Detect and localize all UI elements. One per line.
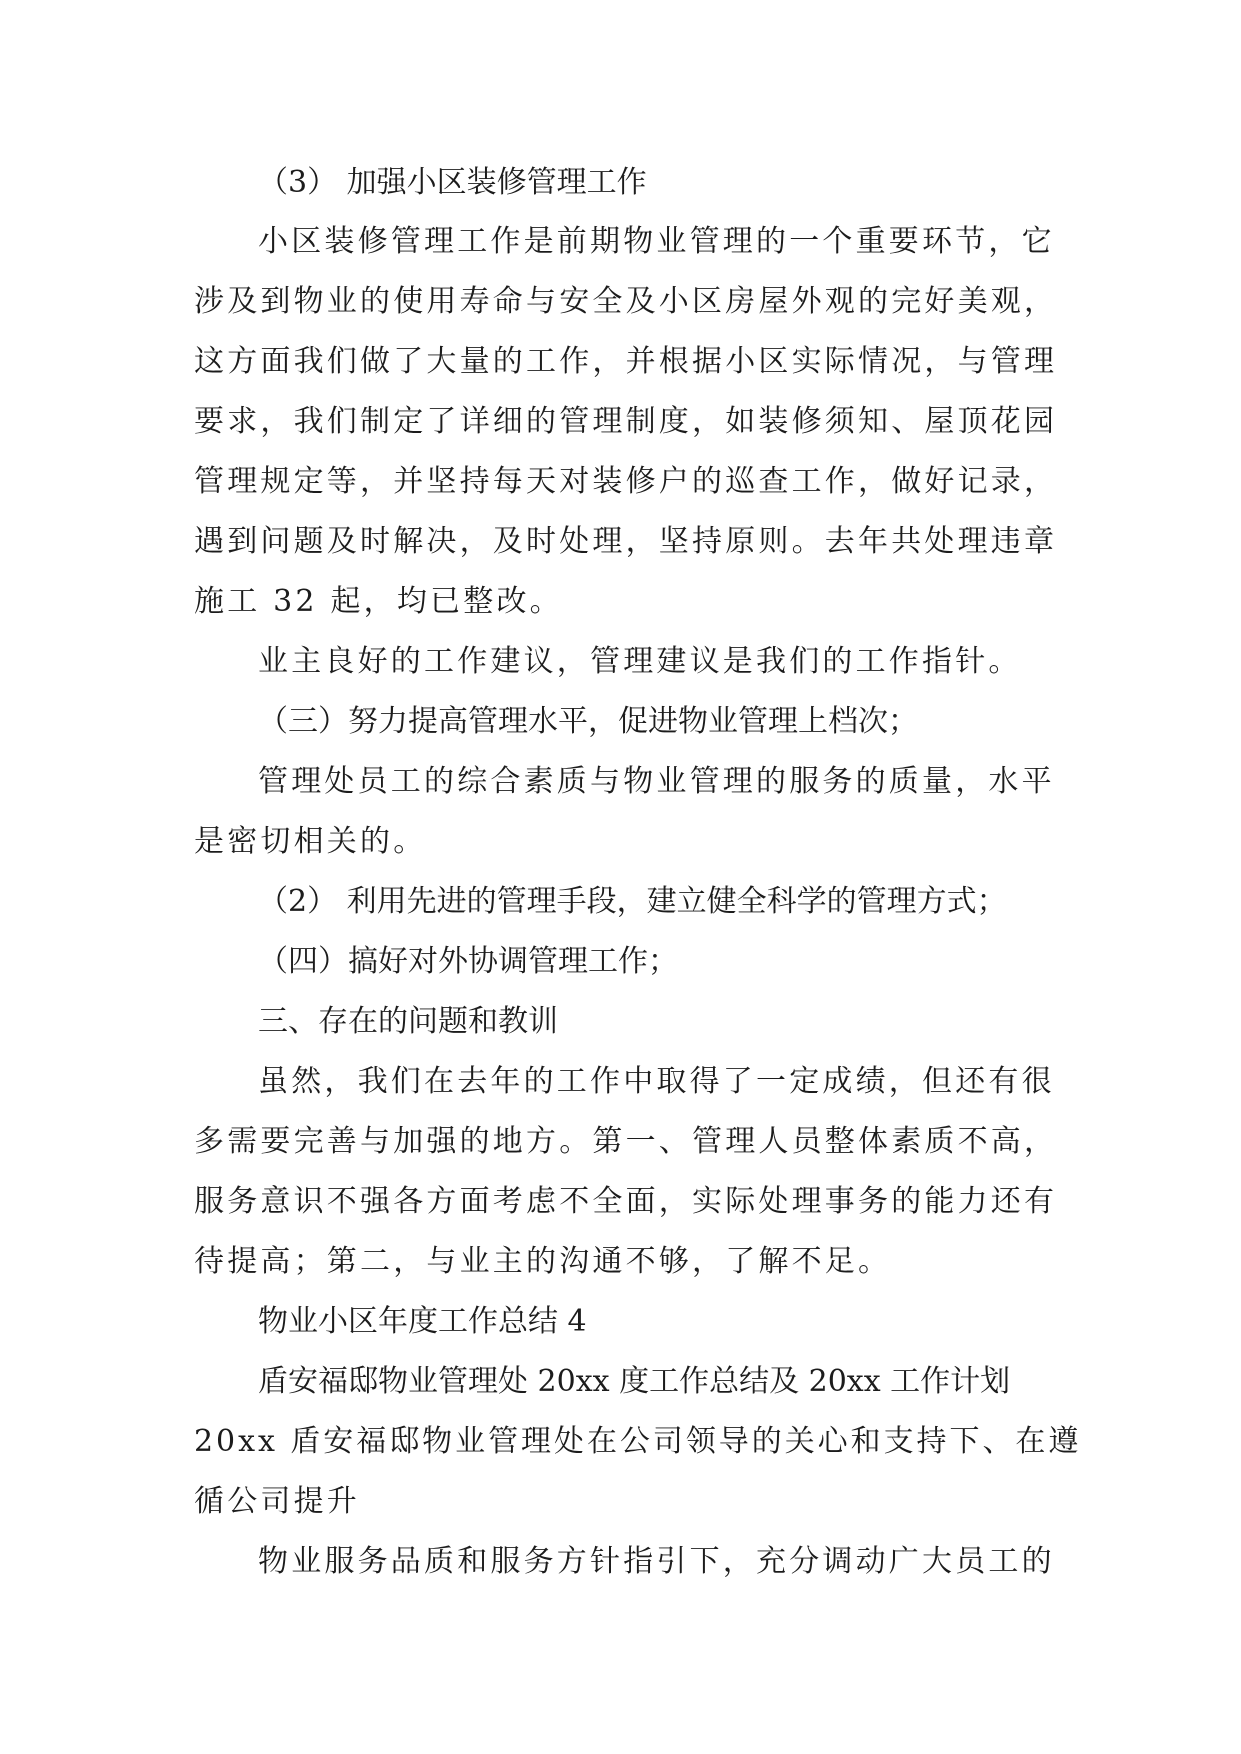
paragraph-line: 遇到问题及时解决，及时处理，坚持原则。去年共处理违章 — [194, 524, 1058, 559]
paragraph-line: 多需要完善与加强的地方。第一、管理人员整体素质不高， — [194, 1124, 1058, 1159]
section-title-summary-4: 物业小区年度工作总结 4 — [258, 1304, 587, 1339]
paragraph-line: 服务意识不强各方面考虑不全面，实际处理事务的能力还有 — [194, 1184, 1058, 1219]
paragraph-line: 是密切相关的。 — [194, 824, 427, 859]
paragraph-line: 管理规定等，并坚持每天对装修户的巡查工作，做好记录， — [194, 464, 1058, 499]
heading-problems-lessons: 三、存在的问题和教训 — [258, 1004, 558, 1039]
paragraph-line: 小区装修管理工作是前期物业管理的一个重要环节，它 — [258, 224, 1055, 259]
paragraph-line: 业主良好的工作建议，管理建议是我们的工作指针。 — [258, 644, 1022, 679]
heading-improve-management: （三）努力提高管理水平，促进物业管理上档次； — [258, 704, 918, 739]
paragraph-line: 涉及到物业的使用寿命与安全及小区房屋外观的完好美观， — [194, 284, 1058, 319]
heading-advanced-methods: （2） 利用先进的管理手段，建立健全科学的管理方式； — [258, 884, 1007, 919]
paragraph-line: 施工 32 起，均已整改。 — [194, 584, 563, 619]
paragraph-line: 盾安福邸物业管理处 20xx 度工作总结及 20xx 工作计划 — [258, 1364, 1011, 1399]
paragraph-line: 循公司提升 — [194, 1484, 360, 1519]
heading-decoration-management: （3） 加强小区装修管理工作 — [258, 165, 647, 200]
paragraph-line: 待提高；第二，与业主的沟通不够，了解不足。 — [194, 1244, 892, 1279]
paragraph-line: 20xx 盾安福邸物业管理处在公司领导的关心和支持下、在遵 — [194, 1424, 1082, 1459]
heading-external-coordination: （四）搞好对外协调管理工作； — [258, 944, 678, 979]
paragraph-line: 这方面我们做了大量的工作，并根据小区实际情况，与管理 — [194, 344, 1058, 379]
paragraph-line: 要求，我们制定了详细的管理制度，如装修须知、屋顶花园 — [194, 404, 1058, 439]
paragraph-line: 管理处员工的综合素质与物业管理的服务的质量，水平 — [258, 764, 1055, 799]
paragraph-line: 物业服务品质和服务方针指引下，充分调动广大员工的 — [258, 1544, 1055, 1579]
paragraph-line: 虽然，我们在去年的工作中取得了一定成绩，但还有很 — [258, 1064, 1055, 1099]
